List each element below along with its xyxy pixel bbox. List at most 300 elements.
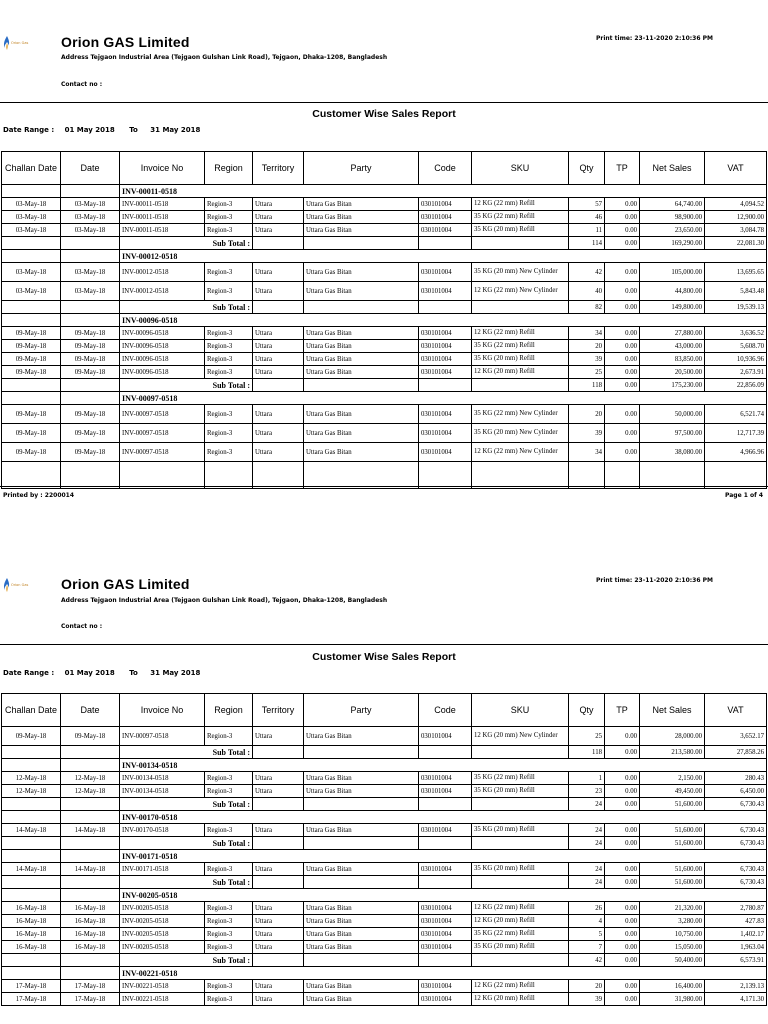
invoice-group-row — [2, 185, 767, 198]
empty-cell — [419, 798, 472, 811]
empty-cell — [472, 379, 569, 392]
subtotal-qty: 24 — [569, 798, 605, 811]
date-range-from: 01 May 2018 — [64, 126, 115, 134]
column-header-territory: Territory — [253, 152, 304, 185]
date-range — [3, 669, 200, 677]
cell-vat: 6,521.74 — [705, 405, 767, 424]
cell-code: 030101004 — [419, 727, 472, 746]
table-row — [2, 993, 767, 1006]
cell-territory: Uttara — [253, 327, 304, 340]
invoice-group-row — [2, 759, 767, 772]
cell-territory: Uttara — [253, 405, 304, 424]
invoice-group-row — [2, 850, 767, 863]
cell-region: Region-3 — [205, 928, 253, 941]
table-row — [2, 928, 767, 941]
cell-challan-date: 09-May-18 — [2, 353, 61, 366]
sales-table — [1, 151, 767, 489]
subtotal-tp: 0.00 — [605, 837, 640, 850]
cell-party: Uttara Gas Bitan — [304, 443, 419, 462]
cell-territory: Uttara — [253, 941, 304, 954]
empty-cell — [640, 462, 705, 489]
company-address: Address Tejgaon Industrial Area (Tejgaon Gulshan Link Road), Tejgaon, Dhaka-1208, Bangladesh — [61, 597, 388, 604]
empty-cell — [605, 462, 640, 489]
print-time: Print time: 23-11-2020 2:10:36 PM — [596, 577, 713, 584]
subtotal-row — [2, 954, 767, 967]
table-row — [2, 772, 767, 785]
cell-code: 030101004 — [419, 424, 472, 443]
cell-challan-date: 16-May-18 — [2, 915, 61, 928]
cell-territory: Uttara — [253, 424, 304, 443]
cell-challan-date: 16-May-18 — [2, 928, 61, 941]
cell-party: Uttara Gas Bitan — [304, 405, 419, 424]
cell-net-sales: 64,740.00 — [640, 198, 705, 211]
empty-cell — [120, 462, 205, 489]
empty-cell — [61, 746, 120, 759]
cell-region: Region-3 — [205, 353, 253, 366]
cell-region: Region-3 — [205, 327, 253, 340]
subtotal-row — [2, 746, 767, 759]
empty-cell — [419, 462, 472, 489]
report-title: Customer Wise Sales Report — [312, 651, 456, 663]
sales-table — [1, 693, 767, 1006]
date-range-to: 31 May 2018 — [150, 126, 201, 134]
cell-date: 09-May-18 — [61, 443, 120, 462]
empty-cell — [61, 185, 120, 198]
cell-party: Uttara Gas Bitan — [304, 993, 419, 1006]
cell-tp: 0.00 — [605, 980, 640, 993]
subtotal-label: Sub Total : — [120, 301, 253, 314]
cell-region: Region-3 — [205, 941, 253, 954]
cell-tp: 0.00 — [605, 915, 640, 928]
cell-net-sales: 2,150.00 — [640, 772, 705, 785]
cell-tp: 0.00 — [605, 263, 640, 282]
cell-code: 030101004 — [419, 863, 472, 876]
subtotal-net-sales: 149,800.00 — [640, 301, 705, 314]
empty-cell — [419, 379, 472, 392]
subtotal-vat: 6,573.91 — [705, 954, 767, 967]
empty-cell — [61, 837, 120, 850]
subtotal-net-sales: 51,600.00 — [640, 837, 705, 850]
cell-invoice-no: INV-00011-0518 — [120, 198, 205, 211]
cell-sku: 12 KG (22 mm) Refill — [472, 980, 569, 993]
cell-sku: 35 KG (20 mm) New Cylinder — [472, 263, 569, 282]
column-header-date: Date — [61, 152, 120, 185]
cell-qty: 5 — [569, 928, 605, 941]
cell-party: Uttara Gas Bitan — [304, 928, 419, 941]
subtotal-vat: 6,730.43 — [705, 876, 767, 889]
cell-party: Uttara Gas Bitan — [304, 727, 419, 746]
date-range-from: 01 May 2018 — [64, 669, 115, 677]
empty-cell — [61, 759, 120, 772]
subtotal-row — [2, 876, 767, 889]
contact-number: Contact no : — [61, 623, 103, 630]
empty-cell — [569, 462, 605, 489]
cell-territory: Uttara — [253, 772, 304, 785]
cell-qty: 39 — [569, 993, 605, 1006]
print-time: Print time: 23-11-2020 2:10:36 PM — [596, 35, 713, 42]
cell-net-sales: 31,980.00 — [640, 993, 705, 1006]
cell-invoice-no: INV-00012-0518 — [120, 263, 205, 282]
column-header-invoice-no: Invoice No — [120, 152, 205, 185]
cell-tp: 0.00 — [605, 211, 640, 224]
cell-sku: 12 KG (20 mm) Refill — [472, 366, 569, 379]
cell-net-sales: 97,500.00 — [640, 424, 705, 443]
date-range-to: 31 May 2018 — [150, 669, 201, 677]
subtotal-tp: 0.00 — [605, 746, 640, 759]
cell-challan-date: 16-May-18 — [2, 902, 61, 915]
table-row — [2, 366, 767, 379]
cell-code: 030101004 — [419, 915, 472, 928]
cell-territory: Uttara — [253, 282, 304, 301]
column-header-party: Party — [304, 694, 419, 727]
subtotal-net-sales: 213,580.00 — [640, 746, 705, 759]
cell-tp: 0.00 — [605, 327, 640, 340]
column-header-date: Date — [61, 694, 120, 727]
cell-vat: 4,171.30 — [705, 993, 767, 1006]
date-range-to-label: To — [129, 126, 138, 134]
cell-qty: 7 — [569, 941, 605, 954]
cell-invoice-no: INV-00096-0518 — [120, 353, 205, 366]
cell-region: Region-3 — [205, 282, 253, 301]
empty-cell — [419, 837, 472, 850]
cell-tp: 0.00 — [605, 353, 640, 366]
cell-vat: 6,730.43 — [705, 824, 767, 837]
cell-net-sales: 10,750.00 — [640, 928, 705, 941]
cell-invoice-no: INV-00205-0518 — [120, 928, 205, 941]
table-header-row — [2, 694, 767, 727]
cell-region: Region-3 — [205, 727, 253, 746]
cell-tp: 0.00 — [605, 340, 640, 353]
cell-code: 030101004 — [419, 772, 472, 785]
cell-region: Region-3 — [205, 915, 253, 928]
cell-challan-date: 03-May-18 — [2, 263, 61, 282]
cell-sku: 12 KG (20 mm) Refill — [472, 993, 569, 1006]
cell-territory: Uttara — [253, 928, 304, 941]
cell-net-sales: 98,900.00 — [640, 211, 705, 224]
cell-invoice-no: INV-00096-0518 — [120, 340, 205, 353]
cell-invoice-no: INV-00011-0518 — [120, 224, 205, 237]
cell-net-sales: 20,500.00 — [640, 366, 705, 379]
empty-cell — [419, 301, 472, 314]
cell-sku: 12 KG (22 mm) Refill — [472, 902, 569, 915]
empty-cell — [304, 746, 419, 759]
empty-cell — [253, 746, 304, 759]
cell-vat: 1,402.17 — [705, 928, 767, 941]
subtotal-label: Sub Total : — [120, 876, 253, 889]
cell-region: Region-3 — [205, 224, 253, 237]
empty-cell — [2, 889, 61, 902]
cell-region: Region-3 — [205, 863, 253, 876]
empty-cell — [61, 850, 120, 863]
empty-cell — [419, 954, 472, 967]
subtotal-label: Sub Total : — [120, 837, 253, 850]
invoice-group-row — [2, 811, 767, 824]
empty-cell — [419, 237, 472, 250]
table-row — [2, 902, 767, 915]
table-header-row — [2, 152, 767, 185]
table-row — [2, 211, 767, 224]
cell-qty: 40 — [569, 282, 605, 301]
cell-qty: 20 — [569, 340, 605, 353]
empty-cell — [304, 462, 419, 489]
cell-challan-date: 17-May-18 — [2, 993, 61, 1006]
cell-sku: 35 KG (20 mm) Refill — [472, 224, 569, 237]
cell-date: 09-May-18 — [61, 727, 120, 746]
cell-party: Uttara Gas Bitan — [304, 980, 419, 993]
empty-cell — [304, 837, 419, 850]
cell-party: Uttara Gas Bitan — [304, 772, 419, 785]
cell-challan-date: 09-May-18 — [2, 443, 61, 462]
subtotal-label: Sub Total : — [120, 954, 253, 967]
empty-cell — [419, 876, 472, 889]
cell-sku: 12 KG (22 mm) New Cylinder — [472, 443, 569, 462]
empty-cell — [472, 837, 569, 850]
empty-cell — [253, 462, 304, 489]
cell-vat: 2,673.91 — [705, 366, 767, 379]
cell-qty: 57 — [569, 198, 605, 211]
cell-qty: 25 — [569, 727, 605, 746]
cell-qty: 46 — [569, 211, 605, 224]
cell-tp: 0.00 — [605, 366, 640, 379]
cell-invoice-no: INV-00096-0518 — [120, 327, 205, 340]
subtotal-vat: 22,856.09 — [705, 379, 767, 392]
cell-date: 09-May-18 — [61, 353, 120, 366]
column-header-code: Code — [419, 694, 472, 727]
cell-invoice-no: INV-00097-0518 — [120, 405, 205, 424]
subtotal-qty: 42 — [569, 954, 605, 967]
logo-text: Orion Gas — [11, 583, 29, 587]
cell-code: 030101004 — [419, 980, 472, 993]
printed-by: Printed by : 2200014 — [3, 492, 75, 499]
cell-sku: 35 KG (20 mm) Refill — [472, 353, 569, 366]
cell-date: 09-May-18 — [61, 327, 120, 340]
table-row — [2, 424, 767, 443]
cell-territory: Uttara — [253, 353, 304, 366]
cell-qty: 39 — [569, 424, 605, 443]
cell-qty: 23 — [569, 785, 605, 798]
subtotal-row — [2, 837, 767, 850]
invoice-group-label: INV-00221-0518 — [120, 967, 767, 980]
empty-cell — [419, 746, 472, 759]
subtotal-qty: 114 — [569, 237, 605, 250]
cell-sku: 12 KG (20 mm) New Cylinder — [472, 727, 569, 746]
cell-party: Uttara Gas Bitan — [304, 327, 419, 340]
column-header-sku: SKU — [472, 152, 569, 185]
cell-date: 03-May-18 — [61, 263, 120, 282]
invoice-group-label: INV-00012-0518 — [120, 250, 767, 263]
cell-net-sales: 16,400.00 — [640, 980, 705, 993]
cell-challan-date: 09-May-18 — [2, 327, 61, 340]
subtotal-qty: 82 — [569, 301, 605, 314]
cell-vat: 5,608.70 — [705, 340, 767, 353]
cell-party: Uttara Gas Bitan — [304, 941, 419, 954]
contact-number: Contact no : — [61, 81, 103, 88]
cell-challan-date: 14-May-18 — [2, 824, 61, 837]
cell-net-sales: 28,000.00 — [640, 727, 705, 746]
invoice-group-label: INV-00134-0518 — [120, 759, 767, 772]
subtotal-tp: 0.00 — [605, 237, 640, 250]
column-header-tp: TP — [605, 694, 640, 727]
invoice-group-label: INV-00096-0518 — [120, 314, 767, 327]
empty-cell — [61, 301, 120, 314]
cell-territory: Uttara — [253, 785, 304, 798]
cell-net-sales: 21,320.00 — [640, 902, 705, 915]
date-range-to-label: To — [129, 669, 138, 677]
invoice-group-label: INV-00011-0518 — [120, 185, 767, 198]
subtotal-row — [2, 237, 767, 250]
subtotal-label: Sub Total : — [120, 237, 253, 250]
cell-code: 030101004 — [419, 263, 472, 282]
cell-code: 030101004 — [419, 224, 472, 237]
column-header-territory: Territory — [253, 694, 304, 727]
subtotal-qty: 24 — [569, 876, 605, 889]
cell-net-sales: 49,450.00 — [640, 785, 705, 798]
date-range — [3, 126, 200, 134]
empty-cell — [472, 798, 569, 811]
cell-date: 16-May-18 — [61, 941, 120, 954]
orion-gas-logo — [2, 36, 28, 52]
table-row — [2, 327, 767, 340]
column-header-region: Region — [205, 152, 253, 185]
empty-cell — [2, 392, 61, 405]
table-row — [2, 282, 767, 301]
cell-party: Uttara Gas Bitan — [304, 263, 419, 282]
cell-code: 030101004 — [419, 366, 472, 379]
cell-party: Uttara Gas Bitan — [304, 915, 419, 928]
cell-sku: 35 KG (22 mm) Refill — [472, 211, 569, 224]
cell-date: 16-May-18 — [61, 915, 120, 928]
empty-cell — [304, 379, 419, 392]
cell-tp: 0.00 — [605, 405, 640, 424]
date-range-label: Date Range : — [3, 126, 55, 134]
cell-date: 12-May-18 — [61, 772, 120, 785]
empty-cell — [2, 837, 61, 850]
cell-party: Uttara Gas Bitan — [304, 282, 419, 301]
cell-date: 12-May-18 — [61, 785, 120, 798]
empty-cell — [2, 967, 61, 980]
cell-invoice-no: INV-00221-0518 — [120, 980, 205, 993]
cell-region: Region-3 — [205, 340, 253, 353]
cell-net-sales: 43,000.00 — [640, 340, 705, 353]
subtotal-net-sales: 50,400.00 — [640, 954, 705, 967]
cell-vat: 280.43 — [705, 772, 767, 785]
empty-cell — [253, 876, 304, 889]
footer-divider — [0, 486, 768, 487]
cell-challan-date: 03-May-18 — [2, 198, 61, 211]
column-header-invoice-no: Invoice No — [120, 694, 205, 727]
cell-invoice-no: INV-00096-0518 — [120, 366, 205, 379]
cell-qty: 25 — [569, 366, 605, 379]
column-header-region: Region — [205, 694, 253, 727]
column-header-challan-date: Challan Date — [2, 152, 61, 185]
cell-vat: 5,843.48 — [705, 282, 767, 301]
cell-vat: 6,450.00 — [705, 785, 767, 798]
cell-vat: 1,963.04 — [705, 941, 767, 954]
subtotal-vat: 27,858.26 — [705, 746, 767, 759]
cell-challan-date: 09-May-18 — [2, 405, 61, 424]
cell-challan-date: 12-May-18 — [2, 772, 61, 785]
invoice-group-label: INV-00170-0518 — [120, 811, 767, 824]
company-name: Orion GAS Limited — [61, 34, 190, 50]
cell-region: Region-3 — [205, 198, 253, 211]
invoice-group-row — [2, 392, 767, 405]
empty-cell — [304, 954, 419, 967]
cell-vat: 4,094.52 — [705, 198, 767, 211]
header-divider — [0, 102, 768, 103]
cell-territory: Uttara — [253, 263, 304, 282]
table-row — [2, 824, 767, 837]
cell-tp: 0.00 — [605, 928, 640, 941]
cell-net-sales: 3,280.00 — [640, 915, 705, 928]
cell-territory: Uttara — [253, 366, 304, 379]
empty-cell — [61, 462, 120, 489]
empty-cell — [61, 811, 120, 824]
cell-sku: 35 KG (22 mm) Refill — [472, 928, 569, 941]
cell-invoice-no: INV-00170-0518 — [120, 824, 205, 837]
cell-tp: 0.00 — [605, 902, 640, 915]
cell-region: Region-3 — [205, 993, 253, 1006]
cell-code: 030101004 — [419, 340, 472, 353]
subtotal-tp: 0.00 — [605, 876, 640, 889]
cell-invoice-no: INV-00134-0518 — [120, 785, 205, 798]
cell-sku: 35 KG (20 mm) Refill — [472, 824, 569, 837]
column-header-vat: VAT — [705, 152, 767, 185]
subtotal-vat: 6,730.43 — [705, 798, 767, 811]
cell-tp: 0.00 — [605, 282, 640, 301]
cell-region: Region-3 — [205, 263, 253, 282]
table-row — [2, 941, 767, 954]
cell-date: 03-May-18 — [61, 224, 120, 237]
subtotal-vat: 19,539.13 — [705, 301, 767, 314]
empty-cell — [2, 954, 61, 967]
cell-invoice-no: INV-00221-0518 — [120, 993, 205, 1006]
cell-code: 030101004 — [419, 405, 472, 424]
company-address: Address Tejgaon Industrial Area (Tejgaon Gulshan Link Road), Tejgaon, Dhaka-1208, Bangladesh — [61, 54, 388, 61]
empty-cell — [472, 746, 569, 759]
cell-tp: 0.00 — [605, 993, 640, 1006]
cell-territory: Uttara — [253, 915, 304, 928]
cell-qty: 26 — [569, 902, 605, 915]
cell-tp: 0.00 — [605, 727, 640, 746]
cell-code: 030101004 — [419, 824, 472, 837]
invoice-group-row — [2, 889, 767, 902]
cell-party: Uttara Gas Bitan — [304, 863, 419, 876]
cell-code: 030101004 — [419, 993, 472, 1006]
cell-party: Uttara Gas Bitan — [304, 211, 419, 224]
cell-date: 16-May-18 — [61, 928, 120, 941]
cell-sku: 35 KG (22 mm) Refill — [472, 340, 569, 353]
cell-net-sales: 44,800.00 — [640, 282, 705, 301]
cell-qty: 24 — [569, 863, 605, 876]
cell-sku: 12 KG (22 mm) Refill — [472, 198, 569, 211]
cell-territory: Uttara — [253, 443, 304, 462]
cell-code: 030101004 — [419, 443, 472, 462]
cell-tp: 0.00 — [605, 863, 640, 876]
cell-sku: 35 KG (20 mm) New Cylinder — [472, 424, 569, 443]
table-row — [2, 263, 767, 282]
cell-challan-date: 09-May-18 — [2, 340, 61, 353]
cell-sku: 35 KG (20 mm) Refill — [472, 941, 569, 954]
cell-net-sales: 23,650.00 — [640, 224, 705, 237]
cell-qty: 34 — [569, 327, 605, 340]
cell-vat: 427.83 — [705, 915, 767, 928]
cell-region: Region-3 — [205, 211, 253, 224]
cell-territory: Uttara — [253, 863, 304, 876]
empty-cell — [2, 746, 61, 759]
cell-code: 030101004 — [419, 353, 472, 366]
cell-date: 03-May-18 — [61, 211, 120, 224]
cell-vat: 10,936.96 — [705, 353, 767, 366]
